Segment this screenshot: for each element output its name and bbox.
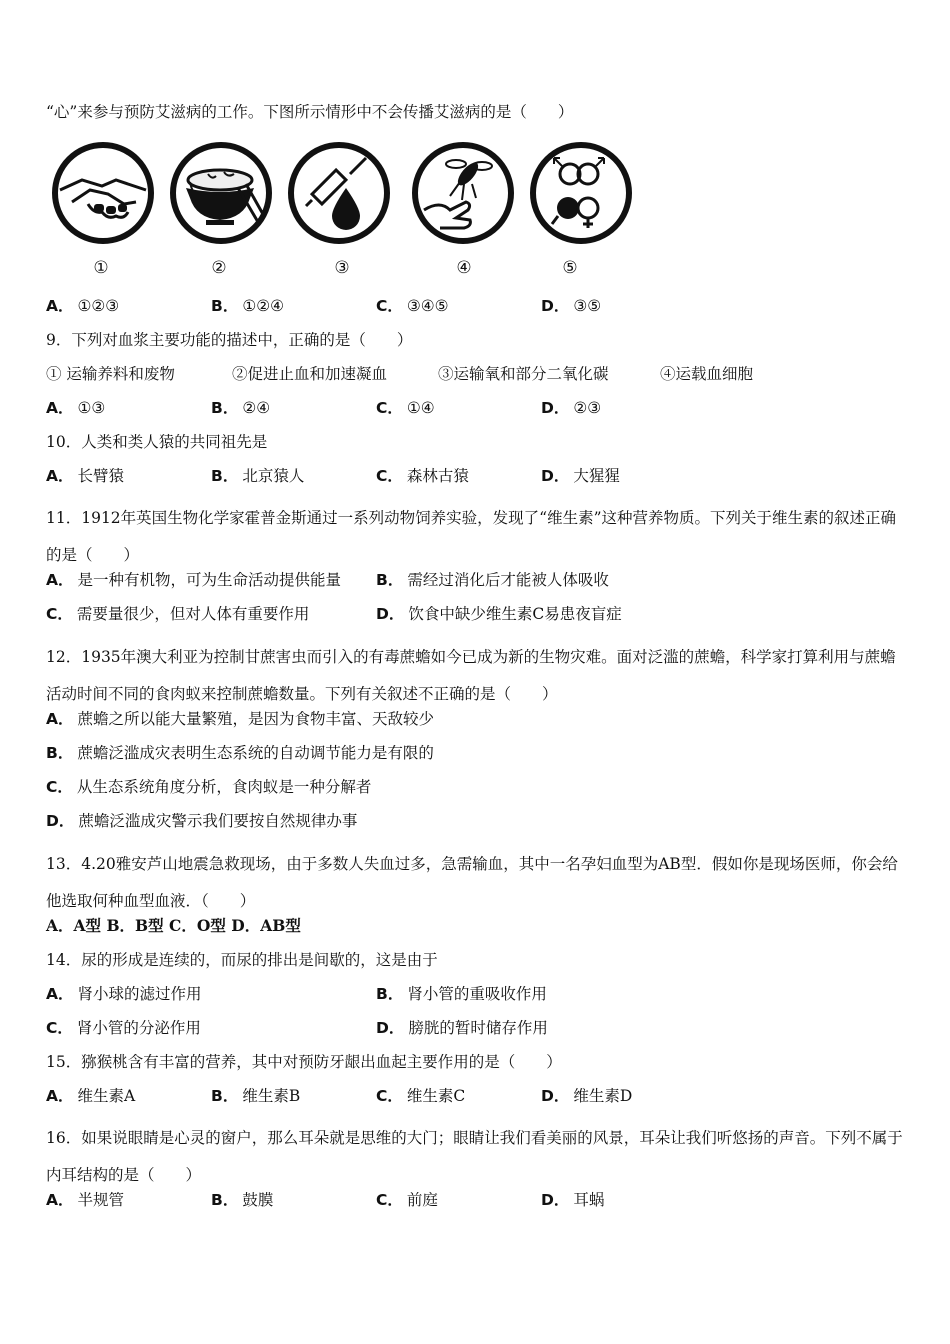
q8-option-b: B． ①②④ [211, 297, 285, 315]
q12-option-c: C． 从生态系统角度分析，食肉蚁是一种分解者 [46, 778, 372, 796]
q8-option-d: D． ③⑤ [541, 297, 602, 315]
q13-options: A．A型 B．B型 C．O型 D．AB型 [46, 916, 301, 935]
q12-option-b: B． 蔗蟾泛滥成灾表明生态系统的自动调节能力是有限的 [46, 744, 434, 762]
q12-option-a: A． 蔗蟾之所以能大量繁殖，是因为食物丰富、天敌较少 [46, 710, 435, 728]
q9-item-1: ① 运输养料和废物 [46, 365, 175, 383]
q9-option-c: C． ①④ [376, 399, 435, 417]
q16-option-b: B． 鼓膜 [211, 1191, 274, 1209]
question-8-stem: “心”来参与预防艾滋病的工作。下图所示情形中不会传播艾滋病的是（ ） [46, 103, 574, 121]
q9-option-d: D． ②③ [541, 399, 602, 417]
q16-option-d: D． 耳蜗 [541, 1191, 605, 1209]
question-10-stem: 10．人类和类人猿的共同祖先是 [46, 433, 268, 451]
q11-option-c: C． 需要量很少，但对人体有重要作用 [46, 605, 310, 623]
q15-option-c: C． 维生素C [376, 1087, 466, 1105]
question-15-stem: 15．猕猴桃含有丰富的营养，其中对预防牙龈出血起主要作用的是（ ） [46, 1053, 562, 1071]
q8-option-a: A． ①②③ [46, 297, 120, 315]
q9-option-a: A． ①③ [46, 399, 106, 417]
gender-symbols-icon [528, 140, 634, 246]
question-11-stem: 11．1912年英国生物化学家霍普金斯通过一系列动物饲养实验，发现了“维生素”这种营养物质。下列关于维生素的叙述正确的是（ ） [46, 509, 897, 564]
q15-option-a: A． 维生素A [46, 1087, 136, 1105]
handshake-icon [50, 140, 156, 246]
question-16-stem: 16．如果说眼睛是心灵的窗户，那么耳朵就是思维的大门；眼睛让我们看美丽的风景，耳朵让我们听悠扬的声音。下列不属于内耳结构的是（ ） [46, 1129, 903, 1184]
q10-option-c: C． 森林古猿 [376, 467, 469, 485]
q14-option-a: A． 肾小球的滤过作用 [46, 985, 202, 1003]
q14-option-b: B． 肾小管的重吸收作用 [376, 985, 547, 1003]
q15-option-b: B． 维生素B [211, 1087, 301, 1105]
q10-option-d: D． 大猩猩 [541, 467, 620, 485]
q11-option-a: A． 是一种有机物，可为生命活动提供能量 [46, 571, 342, 589]
rice-bowl-chopsticks-icon [168, 140, 274, 246]
q16-option-a: A． 半规管 [46, 1191, 125, 1209]
q12-option-d: D． 蔗蟾泛滥成灾警示我们要按自然规律办事 [46, 812, 358, 830]
q16-option-c: C． 前庭 [376, 1191, 438, 1209]
figure-label-2: ② [211, 258, 227, 278]
q11-option-d: D． 饮食中缺少维生素C易患夜盲症 [376, 605, 622, 623]
figure-label-1: ① [93, 258, 109, 278]
syringe-blood-drop-icon [286, 140, 392, 246]
q15-option-d: D． 维生素D [541, 1087, 633, 1105]
q9-item-3: ③运输氧和部分二氧化碳 [438, 365, 609, 383]
q9-item-2: ②促进止血和加速凝血 [232, 365, 388, 383]
question-12-stem: 12．1935年澳大利亚为控制甘蔗害虫而引入的有毒蔗蟾如今已成为新的生物灾难。面对泛滥的蔗蟾，科学家打算利用与蔗蟾活动时间不同的食肉蚁来控制蔗蟾数量。下列有关叙述不正确的是（ ） [46, 648, 896, 703]
q10-option-a: A． 长臂猿 [46, 467, 125, 485]
q9-option-b: B． ②④ [211, 399, 271, 417]
question-9-stem: 9．下列对血浆主要功能的描述中，正确的是（ ） [46, 331, 413, 349]
q10-option-b: B． 北京猿人 [211, 467, 305, 485]
question-13-stem: 13．4.20雅安芦山地震急救现场，由于多数人失血过多，急需输血，其中一名孕妇血型为AB型．假如你是现场医师，你会给他选取何种血型血液．（ ） [46, 855, 898, 910]
mosquito-bite-icon [410, 140, 516, 246]
figure-label-5: ⑤ [562, 258, 578, 278]
figure-icons [50, 140, 640, 248]
q8-option-c: C． ③④⑤ [376, 297, 449, 315]
q14-option-c: C． 肾小管的分泌作用 [46, 1019, 201, 1037]
figure-label-4: ④ [456, 258, 472, 278]
question-14-stem: 14．尿的形成是连续的，而尿的排出是间歇的，这是由于 [46, 951, 438, 969]
figure-label-3: ③ [334, 258, 350, 278]
q14-option-d: D． 膀胱的暂时储存作用 [376, 1019, 548, 1037]
q9-item-4: ④运载血细胞 [660, 365, 754, 383]
q11-option-b: B． 需经过消化后才能被人体吸收 [376, 571, 609, 589]
